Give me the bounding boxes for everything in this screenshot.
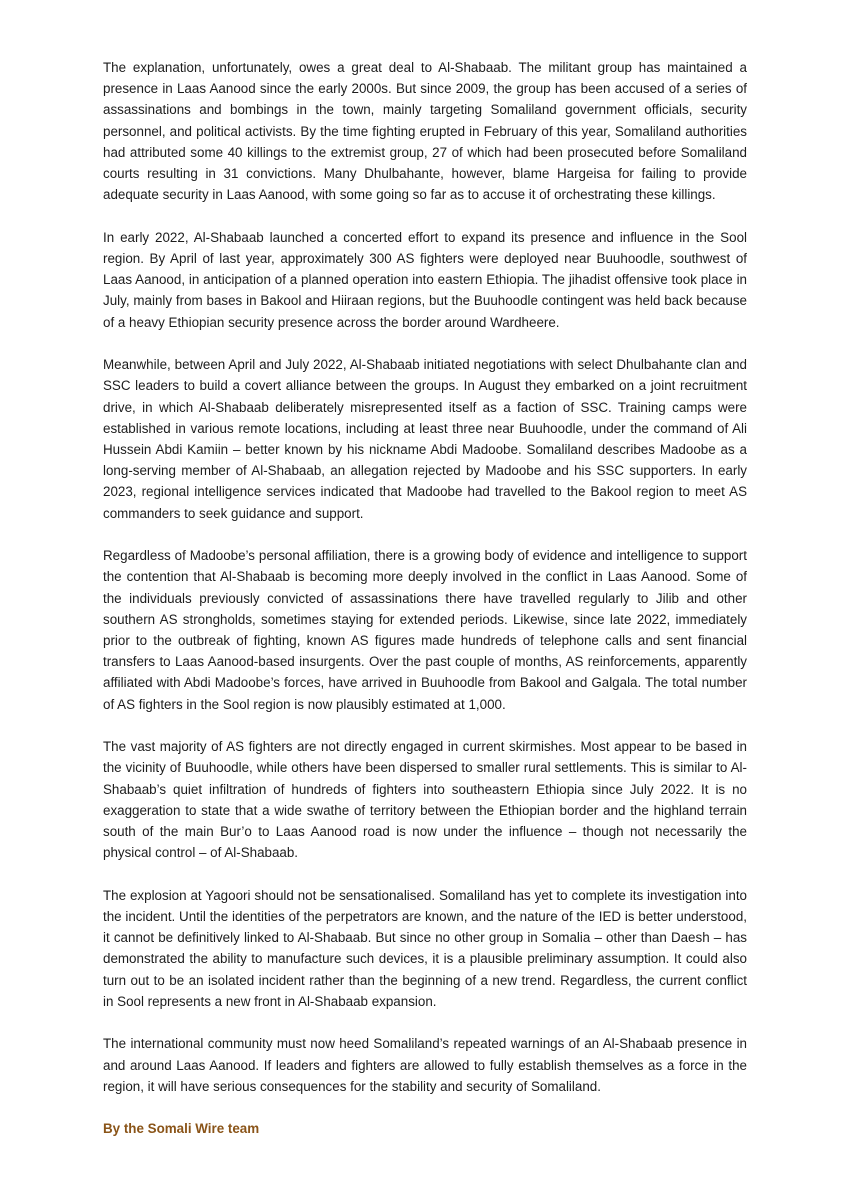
- paragraph-yagoori-explosion: The explosion at Yagoori should not be sensationalised. Somaliland has yet to complete its investigation into the incident. Until the identities of the perpetrators are known, and the nature of the IED is better understood, it cannot be definitively linked to Al-Shabaab. But since no other group in Somalia – other than Daesh – has demonstrated the ability to manufacture such devices, it is a plausible preliminary assumption. It could also turn out to be an isolated incident rather than the beginning of a new trend. Regardless, the current conflict in Sool represents a new front in Al-Shabaab expansion.: [103, 887, 747, 1009]
- paragraph-evidence: Regardless of Madoobe’s personal affiliation, there is a growing body of evidence and intelligence to support the contention that Al-Shabaab is becoming more deeply involved in the conflict in Laas Aanood. Some of the individuals previously convicted of assassinations there have travelled regularly to Jilib and other southern AS strongholds, sometimes staying for extended periods. Likewise, since late 2022, immediately prior to the outbreak of fighting, known AS figures made hundreds of telephone calls and sent financial transfers to Laas Aanood-based insurgents. Over the past couple of months, AS reinforcements, apparently affiliated with Abdi Madoobe’s forces, have arrived in Buuhoodle from Bakool and Galgala. The total number of AS fighters in the Sool region is now plausibly estimated at 1,000.: [103, 548, 747, 712]
- paragraph-2022-expansion: In early 2022, Al-Shabaab launched a concerted effort to expand its presence and influence in the Sool region. By April of last year, approximately 300 AS fighters were deployed near Buuhoodle, southwest of Laas Aanood, in anticipation of a planned operation into eastern Ethiopia. The jihadist offensive took place in July, mainly from bases in Bakool and Hiiraan regions, but the Buuhoodle contingent was held back because of a heavy Ethiopian security presence across the border around Wardheere.: [103, 229, 747, 330]
- paragraph-al-shabaab-history: The explanation, unfortunately, owes a great deal to Al-Shabaab. The militant group has maintained a presence in Laas Aanood since the early 2000s. But since 2009, the group has been accused of a series of assassinations and bombings in the town, mainly targeting Somaliland government officials, security personnel, and political activists. By the time fighting erupted in February of this year, Somaliland authorities had attributed some 40 killings to the extremist group, 27 of which had been prosecuted before Somaliland courts resulting in 31 convictions. Many Dhulbahante, however, blame Hargeisa for failing to provide adequate security in Laas Aanood, with some going so far as to accuse it of orchestrating these killings.: [103, 60, 747, 203]
- paragraph-international-community: The international community must now heed Somaliland’s repeated warnings of an Al-Shabaab presence in and around Laas Aanood. If leaders and fighters are allowed to fully establish themselves as a force in the region, it will have serious consequences for the stability and security of Somaliland.: [103, 1036, 747, 1094]
- paragraph-covert-alliance: Meanwhile, between April and July 2022, Al-Shabaab initiated negotiations with select Dhulbahante clan and SSC leaders to build a covert alliance between the groups. In August they embarked on a joint recruitment drive, in which Al-Shabaab deliberately misrepresented itself as a faction of SSC. Training camps were established in various remote locations, including at least three near Buuhoodle, under the command of Ali Hussein Abdi Kamiin – better known by his nickname Abdi Madoobe. Somaliland describes Madoobe as a long-serving member of Al-Shabaab, an allegation rejected by Madoobe and his SSC supporters. In early 2023, regional intelligence services indicated that Madoobe had travelled to the Bakool region to meet AS commanders to seek guidance and support.: [103, 357, 747, 521]
- byline: By the Somali Wire team: [103, 1121, 260, 1137]
- paragraph-fighter-deployment: The vast majority of AS fighters are not directly engaged in current skirmishes. Most appear to be based in the vicinity of Buuhoodle, while others have been dispersed to smaller rural settlements. This is similar to Al-Shabaab’s quiet infiltration of hundreds of fighters into southeastern Ethiopia since July 2022. It is no exaggeration to state that a wide swathe of territory between the Ethiopian border and the highland terrain south of the main Bur’o to Laas Aanood road is now under the influence – though not necessarily the physical control – of Al-Shabaab.: [103, 739, 747, 861]
- article-page: [103, 57, 747, 1140]
